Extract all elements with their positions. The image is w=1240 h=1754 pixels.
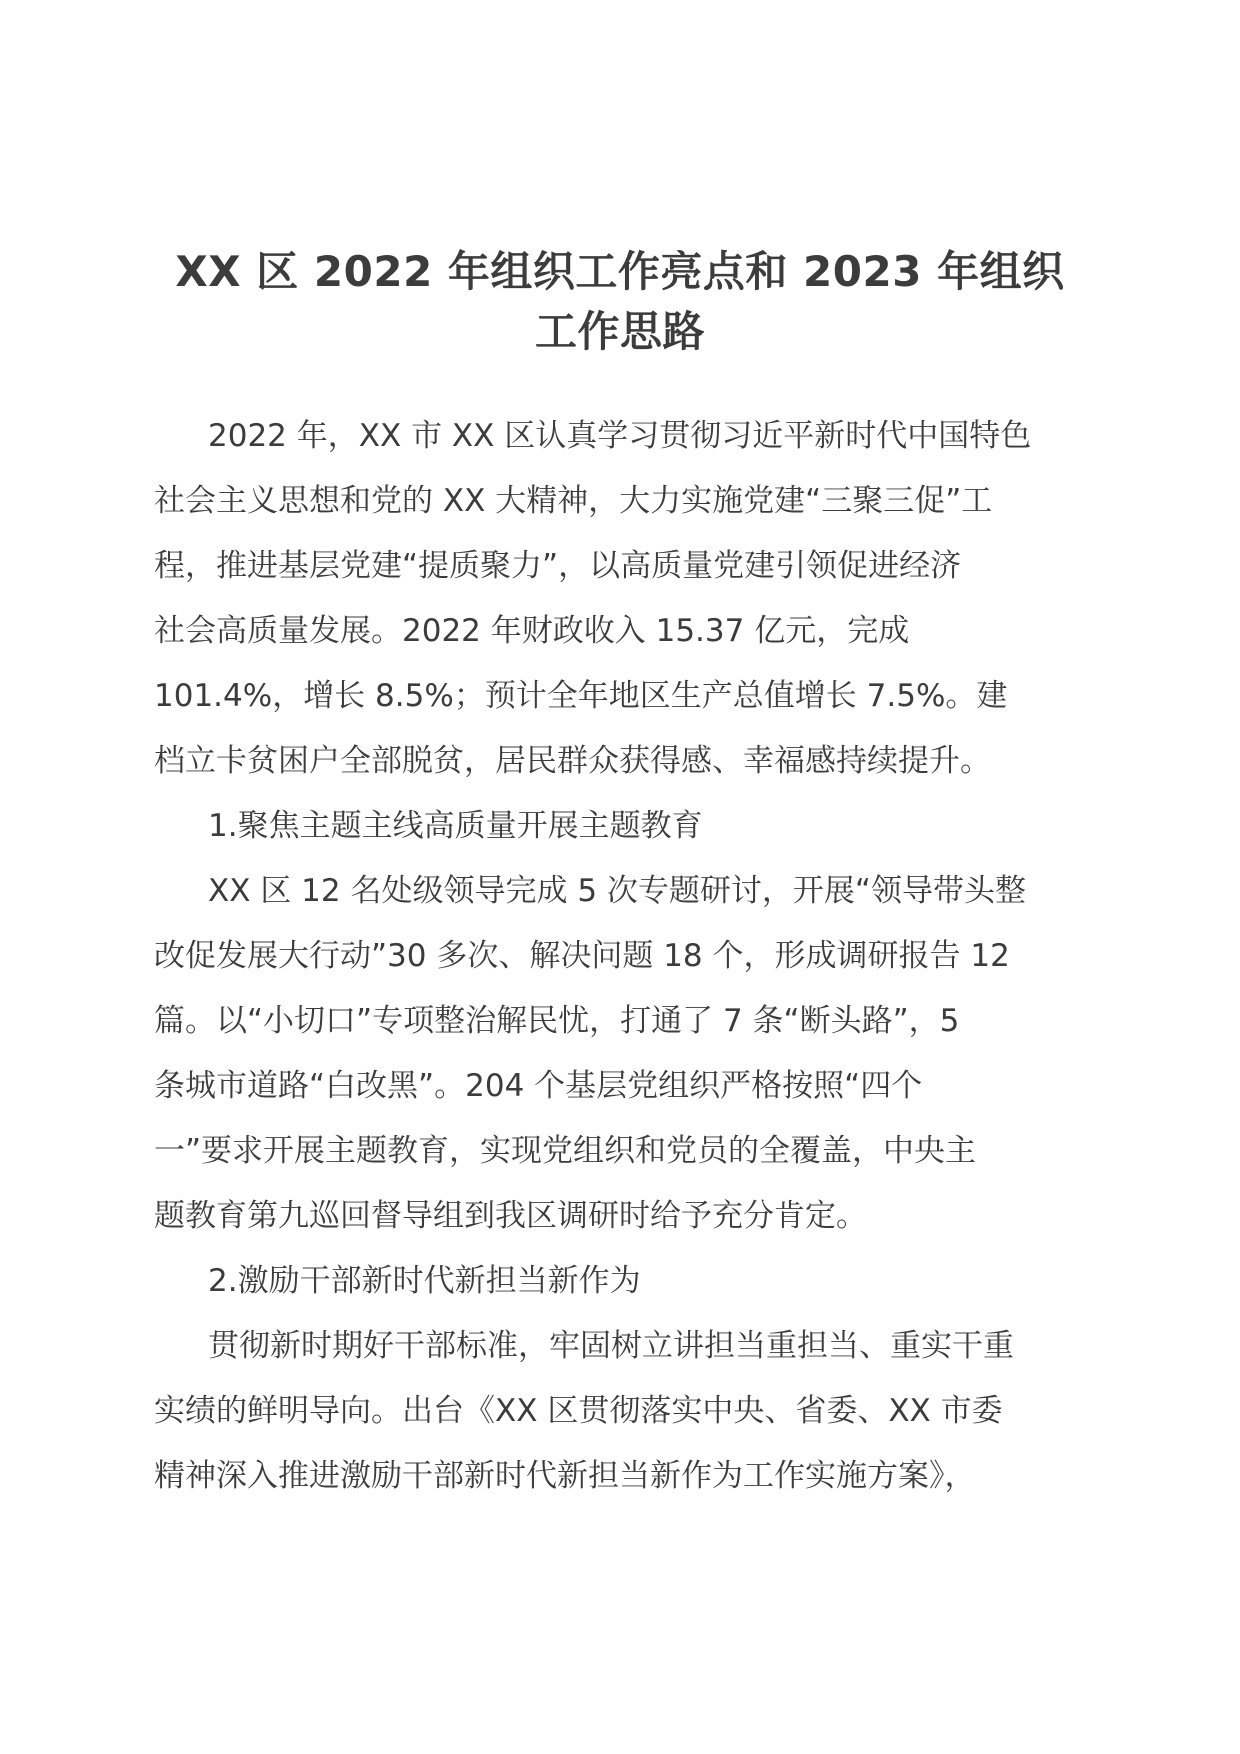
body-line: 程，推进基层党建“提质聚力”，以高质量党建引领促进经济: [154, 548, 962, 584]
document-title: [150, 242, 1090, 362]
body-line: 实绩的鲜明导向。出台《XX 区贯彻落实中央、省委、XX 市委: [154, 1393, 1003, 1429]
body-line: 档立卡贫困户全部脱贫，居民群众获得感、幸福感持续提升。: [154, 743, 991, 779]
title-line-1: XX 区 2022 年组织工作亮点和 2023 年组织: [175, 247, 1065, 296]
body-line: 101.4%，增长 8.5%；预计全年地区生产总值增长 7.5%。建: [154, 678, 1008, 714]
body-line: 2022 年，XX 市 XX 区认真学习贯彻习近平新时代中国特色: [208, 418, 1032, 454]
body-line: 2.激励干部新时代新担当新作为: [208, 1263, 641, 1299]
document-body: [154, 404, 1094, 1509]
body-line: 题教育第九巡回督导组到我区调研时给予充分肯定。: [154, 1198, 867, 1234]
title-line-2: 工作思路: [534, 307, 705, 356]
body-line: 一”要求开展主题教育，实现党组织和党员的全覆盖，中央主: [154, 1133, 977, 1169]
body-line: 贯彻新时期好干部标准，牢固树立讲担当重担当、重实干重: [208, 1328, 1014, 1364]
body-line: 改促发展大行动”30 多次、解决问题 18 个，形成调研报告 12: [154, 938, 1010, 974]
body-line: 社会高质量发展。2022 年财政收入 15.37 亿元，完成: [154, 613, 910, 649]
body-line: 篇。以“小切口”专项整治解民忧，打通了 7 条“断头路”，5: [154, 1003, 960, 1039]
body-line: 社会主义思想和党的 XX 大精神，大力实施党建“三聚三促”工: [154, 483, 993, 519]
body-line: 条城市道路“白改黑”。204 个基层党组织严格按照“四个: [154, 1068, 923, 1104]
body-line: 1.聚焦主题主线高质量开展主题教育: [208, 808, 703, 844]
body-line: XX 区 12 名处级领导完成 5 次专题研讨，开展“领导带头整: [208, 873, 1026, 909]
body-line: 精神深入推进激励干部新时代新担当新作为工作实施方案》，: [154, 1458, 976, 1494]
